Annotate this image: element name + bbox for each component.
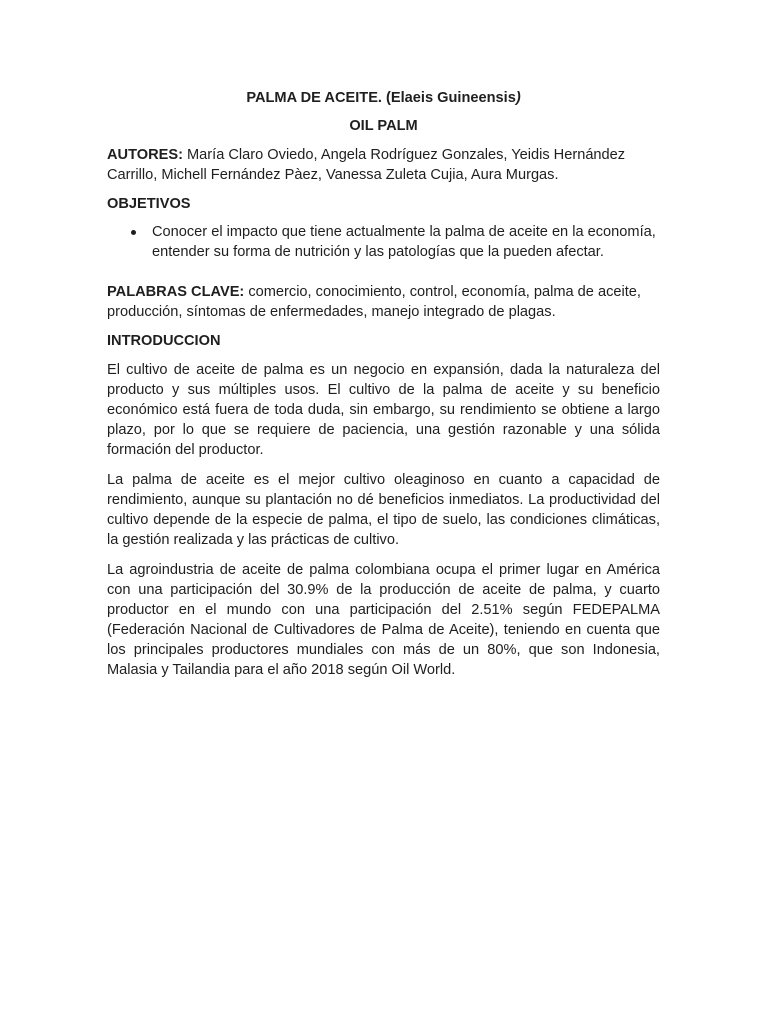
authors-label: AUTORES:: [107, 147, 183, 163]
intro-paragraph-2: La palma de aceite es el mejor cultivo oleaginoso en cuanto a capacidad de rendimiento, aunque su plantación no dé beneficios inmediatos. La productividad del cultivo depende de la especie de palma, el tipo de suelo, las condiciones climáticas, la gestión realizada y las prácticas de cultivo.: [107, 472, 660, 548]
keywords-line: [107, 282, 660, 322]
intro-paragraph-3: La agroindustria de aceite de palma colombiana ocupa el primer lugar en América con una participación del 30.9% de la producción de aceite de palma, y cuarto productor en el mundo con una participación del 2.51% según FEDEPALMA (Federación Nacional de Cultivadores de Palma de Aceite), teniendo en cuenta que los principales productores mundiales con más de un 80%, que son Indonesia, Malasia y Tailandia para el año 2018 según Oil World.: [107, 562, 660, 678]
objectives-heading: OBJETIVOS: [107, 196, 191, 212]
document-page: [107, 88, 660, 680]
objective-text: Conocer el impacto que tiene actualmente la palma de aceite en la economía, entender su forma de nutrición y las patologías que la pueden afectar.: [152, 224, 656, 260]
authors-line: [107, 145, 660, 185]
keywords-label: PALABRAS CLAVE:: [107, 284, 245, 300]
bullet-icon: [131, 230, 136, 235]
intro-paragraph-1: El cultivo de aceite de palma es un negocio en expansión, dada la naturaleza del producto y sus múltiples usos. El cultivo de la palma de aceite y su beneficio económico está fuera de toda duda, sin embargo, su rendimiento se obtiene a largo plazo, por lo que se requiere de paciencia, una gestión razonable y una sólida formación del productor.: [107, 362, 660, 458]
document-title-close: ): [515, 90, 521, 106]
intro-heading: INTRODUCCION: [107, 333, 221, 349]
objectives-list: [107, 222, 660, 262]
document-subtitle: OIL PALM: [349, 118, 418, 134]
authors-text: María Claro Oviedo, Angela Rodríguez Gonzales, Yeidis Hernández Carrillo, Michell Fernández Pàez, Vanessa Zuleta Cujia, Aura Murgas.: [107, 147, 626, 183]
document-title: [107, 88, 660, 108]
document-title-text: PALMA DE ACEITE. (Elaeis Guineensis: [246, 90, 516, 106]
keywords-text: comercio, conocimiento, control, economía, palma de aceite, producción, síntomas de enfermedades, manejo integrado de plagas.: [107, 284, 641, 320]
objective-item: [107, 222, 660, 262]
